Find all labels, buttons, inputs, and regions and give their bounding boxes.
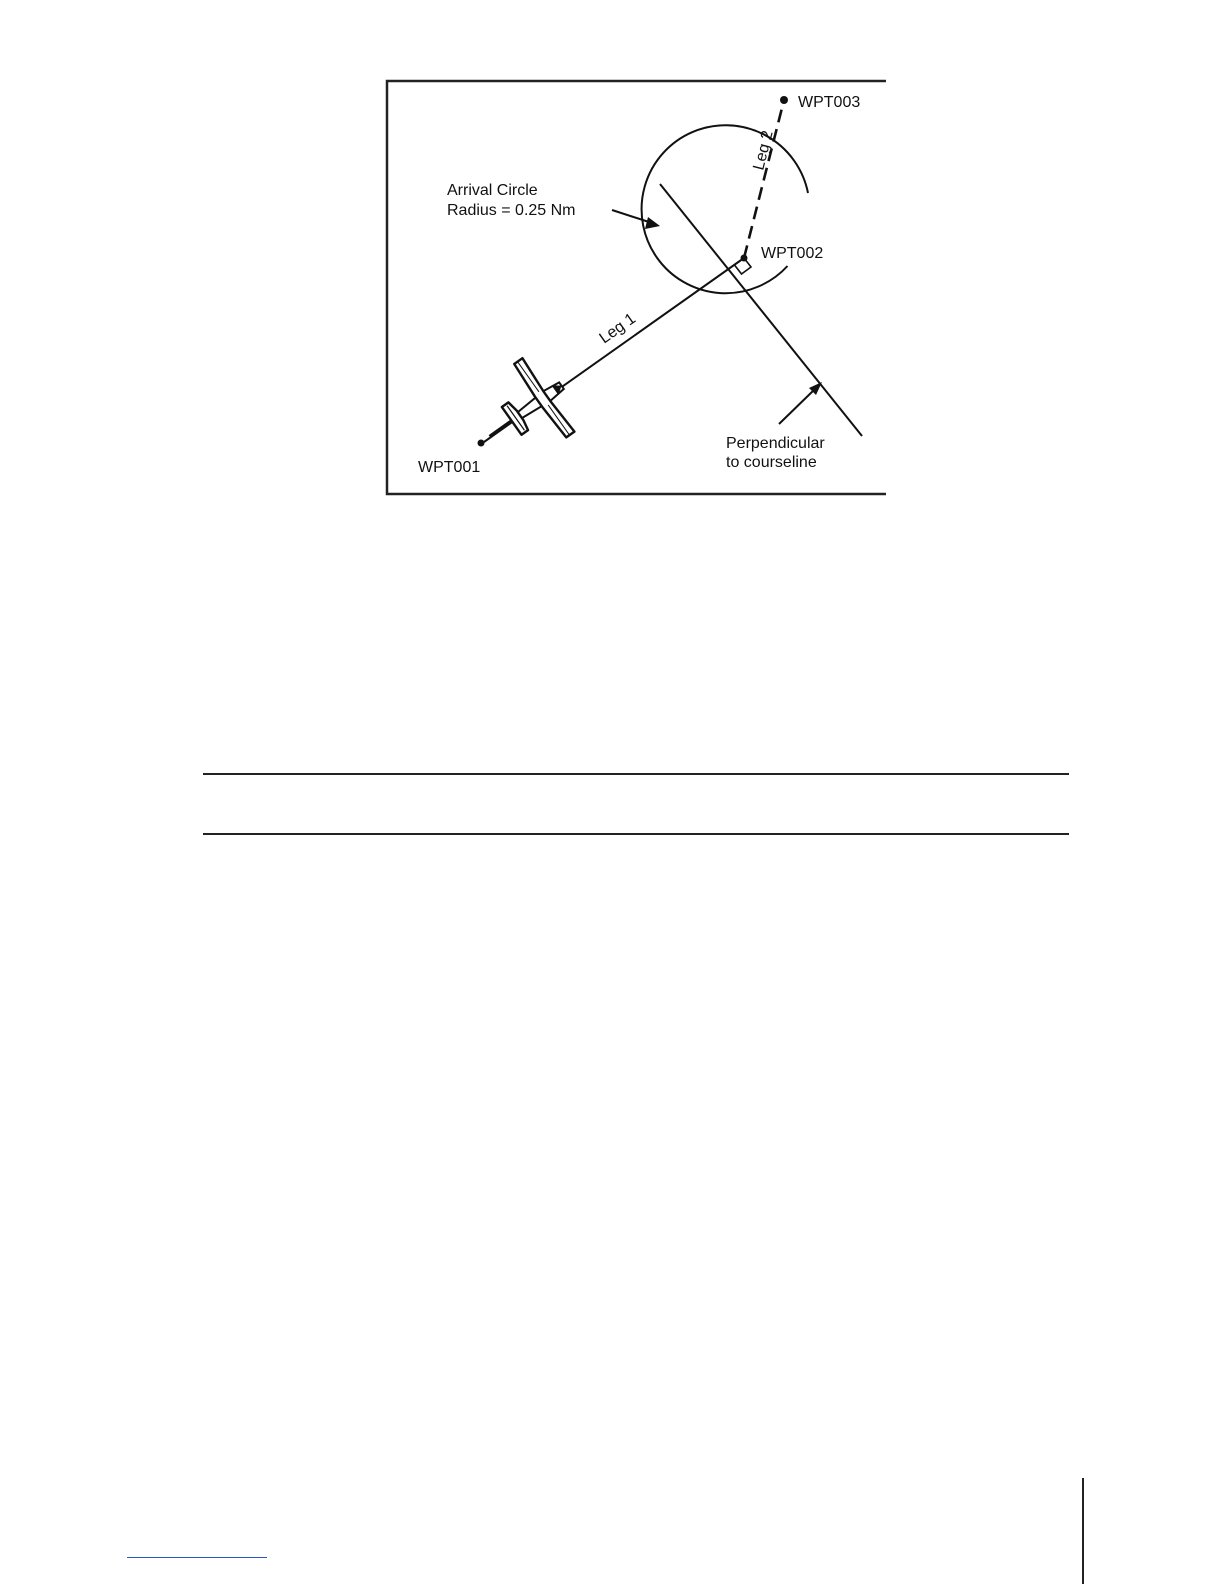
section-rule-top (203, 773, 1069, 775)
leg-1-label: Leg 1 (596, 310, 639, 348)
wpt003-label: WPT003 (798, 94, 861, 111)
wpt002-label: WPT002 (761, 245, 824, 262)
perpendicular-line (660, 184, 862, 436)
leg-2-label: Leg 2 (750, 128, 777, 172)
arrival-circle-pointer (612, 210, 652, 223)
section-rule-bottom (203, 833, 1069, 835)
figure-frame (387, 81, 886, 494)
perpendicular-pointer (779, 389, 815, 424)
wpt001-dot (478, 440, 485, 447)
arrival-circle-arrowhead (645, 217, 660, 229)
wpt002-dot (741, 255, 748, 262)
perpendicular-label-line1: Perpendicular (726, 435, 825, 452)
arrival-circle (642, 125, 808, 293)
wpt001-label: WPT001 (418, 459, 481, 476)
leg-2-line (744, 100, 784, 258)
arrival-circle-label-line2: Radius = 0.25 Nm (447, 202, 576, 219)
arrival-circle-diagram (384, 78, 888, 498)
airplane-icon (464, 349, 588, 473)
wpt003-dot (780, 96, 788, 104)
page-edge-bar (1082, 1478, 1084, 1584)
perpendicular-label-line2: to courseline (726, 454, 817, 471)
arrival-circle-label-line1: Arrival Circle (447, 182, 538, 199)
footer-link[interactable] (127, 1557, 267, 1558)
